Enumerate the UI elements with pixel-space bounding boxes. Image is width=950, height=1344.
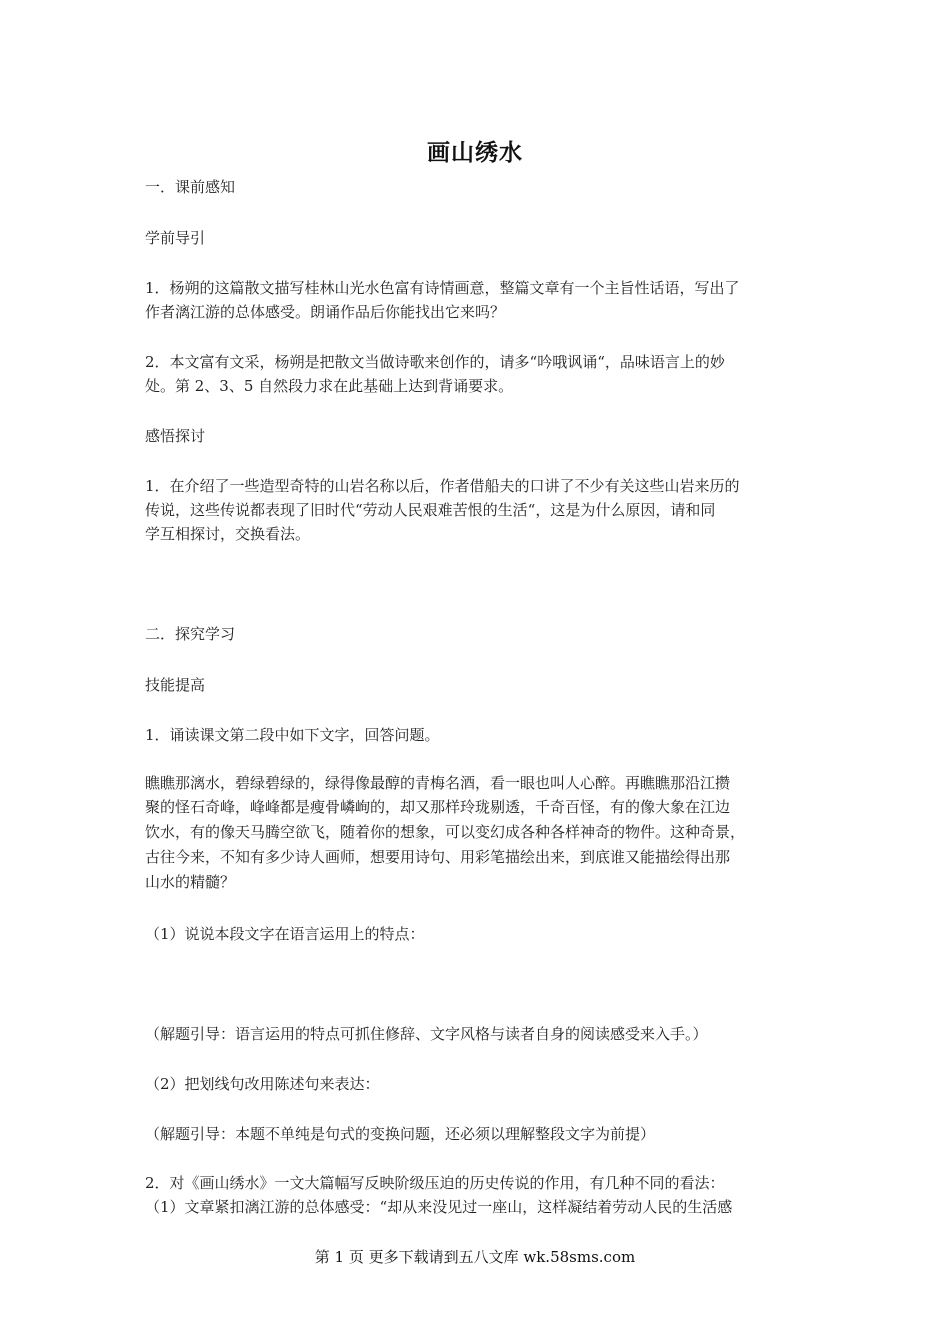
- passage-text: 古往今来，不知有多少诗人画师，想要用诗句、用彩笔描绘出来，到底谁又能描绘得出那: [145, 848, 731, 866]
- passage-text: 山水的精髓？: [145, 873, 236, 891]
- passage-text: 饮水，有的像天马腾空欲飞，随着你的想象，可以变幻成各种各样神奇的物件。这种奇景，: [145, 823, 746, 841]
- sub-question: （2）把划线句改用陈述句来表达：: [145, 1075, 380, 1093]
- hint-text: （解题引导：本题不单纯是句式的变换问题，还必须以理解整段文字为前提）: [145, 1125, 656, 1143]
- passage-text: 瞧瞧那漓水，碧绿碧绿的，绿得像最醇的青梅名酒，看一眼也叫人心醉。再瞧瞧那沿江攒: [145, 774, 731, 792]
- question-text: 2．本文富有文采，杨朔是把散文当做诗歌来创作的，请多“吟哦讽诵“，品味语言上的妙: [145, 353, 725, 371]
- question-text: 处。第 2、3、5 自然段力求在此基础上达到背诵要求。: [145, 377, 514, 395]
- question-text: 2．对《画山绣水》一文大篇幅写反映阶级压迫的历史传说的作用，有几种不同的看法：: [145, 1174, 725, 1192]
- question-text: 传说，这些传说都表现了旧时代“劳动人民艰难苦恨的生活“，这是为什么原因，请和同: [145, 501, 716, 519]
- question-text: 作者漓江游的总体感受。朗诵作品后你能找出它来吗？: [145, 303, 506, 321]
- sub-question: （1）说说本段文字在语言运用上的特点：: [145, 925, 425, 943]
- passage-text: 聚的怪石奇峰，峰峰都是瘦骨嶙峋的，却又那样玲珑剔透，千奇百怪，有的像大象在江边: [145, 798, 731, 816]
- section-heading: 二．探究学习: [145, 625, 236, 643]
- question-text: 1．诵读课文第二段中如下文字，回答问题。: [145, 726, 440, 744]
- question-text: （1）文章紧扣漓江游的总体感受：“却从来没见过一座山，这样凝结着劳动人民的生活感: [145, 1198, 733, 1216]
- page-footer: 第 1 页 更多下载请到五八文库 wk.58sms.com: [314, 1248, 636, 1266]
- document-title: 画山绣水: [427, 140, 523, 166]
- subsection-heading: 学前导引: [145, 229, 206, 247]
- question-text: 学互相探讨，交换看法。: [145, 525, 311, 543]
- hint-text: （解题引导：语言运用的特点可抓住修辞、文字风格与读者自身的阅读感受来入手。）: [145, 1025, 708, 1043]
- subsection-heading: 感悟探讨: [145, 427, 206, 445]
- section-heading: 一．课前感知: [145, 178, 236, 196]
- question-text: 1．杨朔的这篇散文描写桂林山光水色富有诗情画意，整篇文章有一个主旨性话语，写出了: [145, 279, 740, 297]
- question-text: 1．在介绍了一些造型奇特的山岩名称以后，作者借船夫的口讲了不少有关这些山岩来历的: [145, 477, 740, 495]
- subsection-heading: 技能提高: [145, 676, 206, 694]
